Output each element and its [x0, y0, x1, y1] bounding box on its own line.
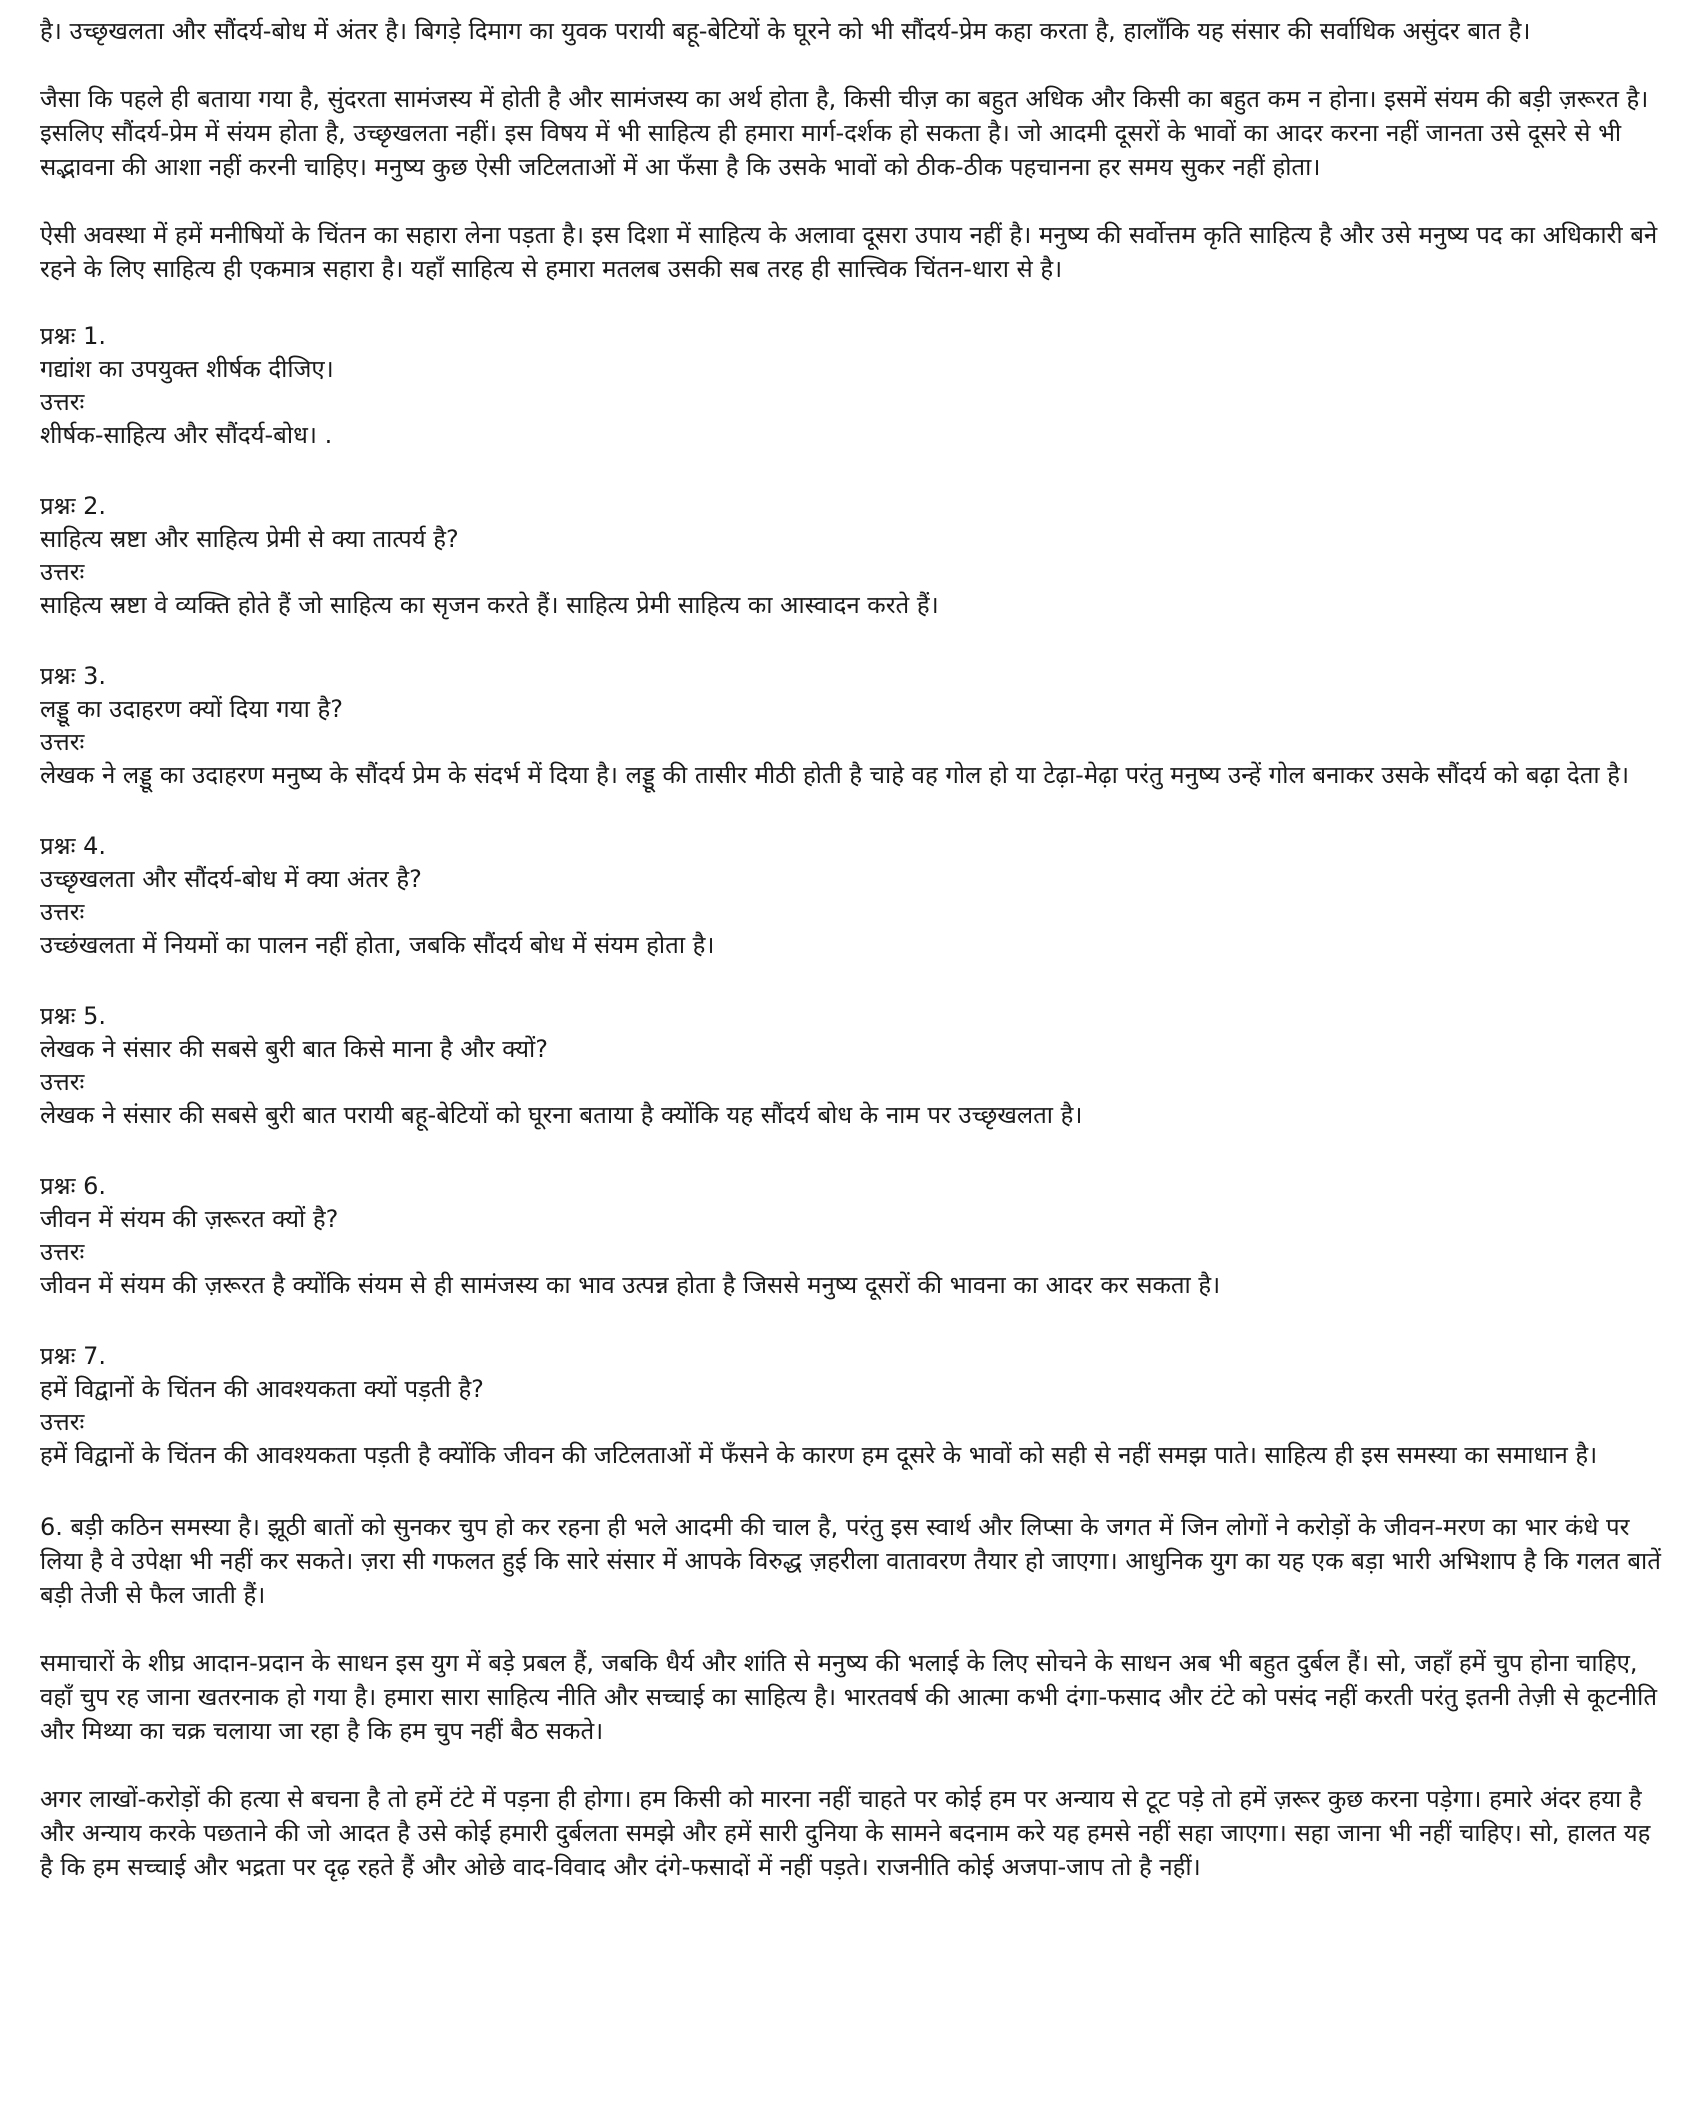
question-label: प्रश्नः 6. — [40, 1172, 106, 1200]
question-block-4 — [40, 830, 1668, 962]
question-block-2 — [40, 490, 1668, 622]
answer-text: शीर्षक-साहित्य और सौंदर्य-बोध। . — [40, 421, 333, 449]
question-text: उच्छृखलता और सौंदर्य-बोध में क्या अंतर है? — [40, 865, 422, 893]
question-label: प्रश्नः 5. — [40, 1002, 106, 1030]
question-text: साहित्य स्रष्टा और साहित्य प्रेमी से क्या तात्पर्य है? — [40, 525, 459, 553]
passage-6-section — [40, 1510, 1668, 1884]
question-label: प्रश्नः 1. — [40, 322, 106, 350]
answer-text: लेखक ने संसार की सबसे बुरी बात परायी बहू-बेटियों को घूरना बताया है क्योंकि यह सौंदर्य बोध के नाम पर उच्छृखलता है। — [40, 1101, 1083, 1129]
intro-paragraph-2: जैसा कि पहले ही बताया गया है, सुंदरता सामंजस्य में होती है और सामंजस्य का अर्थ होता है, किसी चीज़ का बहुत अधिक और किसी का बहुत कम न होना। इसमें संयम की बड़ी ज़रूरत है। इसलिए सौंदर्य-प्रेम में संयम होता है, उच्छृखलता नहीं। इस विषय में भी साहित्य ही हमारा मार्ग-दर्शक हो सकता है। जो आदमी दूसरों के भावों का आदर करना नहीं जानता उसे दूसरे से भी सद्भावना की आशा नहीं करनी चाहिए। मनुष्य कुछ ऐसी जटिलताओं में आ फँसा है कि उसके भावों को ठीक-ठीक पहचानना हर समय सुकर नहीं होता। — [40, 85, 1649, 181]
answer-text: उच्छंखलता में नियमों का पालन नहीं होता, जबकि सौंदर्य बोध में संयम होता है। — [40, 931, 715, 959]
question-text: जीवन में संयम की ज़रूरत क्यों है? — [40, 1205, 339, 1233]
answer-text: हमें विद्वानों के चिंतन की आवश्यकता पड़ती है क्योंकि जीवन की जटिलताओं में फँसने के कारण हम दूसरे के भावों को सही से नहीं समझ पाते। साहित्य ही इस समस्या का समाधान है। — [40, 1441, 1598, 1469]
answer-label: उत्तरः — [40, 558, 85, 586]
question-block-7 — [40, 1340, 1668, 1472]
question-block-1 — [40, 320, 1668, 452]
document-page — [40, 14, 1668, 2094]
questions-section — [40, 320, 1668, 1472]
answer-label: उत्तरः — [40, 1068, 85, 1096]
answer-label: उत्तरः — [40, 728, 85, 756]
answer-text: जीवन में संयम की ज़रूरत है क्योंकि संयम से ही सामंजस्य का भाव उत्पन्न होता है जिससे मनुष्य दूसरों की भावना का आदर कर सकता है। — [40, 1271, 1221, 1299]
answer-label: उत्तरः — [40, 388, 85, 416]
intro-paragraph-3: ऐसी अवस्था में हमें मनीषियों के चिंतन का सहारा लेना पड़ता है। इस दिशा में साहित्य के अलावा दूसरा उपाय नहीं है। मनुष्य की सर्वोत्तम कृति साहित्य है और उसे मनुष्य पद का अधिकारी बने रहने के लिए साहित्य ही एकमात्र सहारा है। यहाँ साहित्य से हमारा मतलब उसकी सब तरह ही सात्त्विक चिंतन-धारा से है। — [40, 221, 1658, 283]
question-text: लेखक ने संसार की सबसे बुरी बात किसे माना है और क्यों? — [40, 1035, 548, 1063]
passage-6-paragraph-1: 6. बड़ी कठिन समस्या है। झूठी बातों को सुनकर चुप हो कर रहना ही भले आदमी की चाल है, परंतु इस स्वार्थ और लिप्सा के जगत में जिन लोगों ने करोड़ों के जीवन-मरण का भार कंधे पर लिया है वे उपेक्षा भी नहीं कर सकते। ज़रा सी गफलत हुई कि सारे संसार में आपके विरुद्ध ज़हरीला वातावरण तैयार हो जाएगा। आधुनिक युग का यह एक बड़ा भारी अभिशाप है कि गलत बातें बड़ी तेजी से फैल जाती हैं। — [40, 1513, 1661, 1609]
question-label: प्रश्नः 4. — [40, 832, 106, 860]
intro-paragraph-1: है। उच्छृखलता और सौंदर्य-बोध में अंतर है। बिगड़े दिमाग का युवक परायी बहू-बेटियों के घूरने को भी सौंदर्य-प्रेम कहा करता है, हालाँकि यह संसार की सर्वाधिक असुंदर बात है। — [40, 17, 1531, 45]
question-text: लड्डू का उदाहरण क्यों दिया गया है? — [40, 695, 343, 723]
answer-label: उत्तरः — [40, 1238, 85, 1266]
question-label: प्रश्नः 2. — [40, 492, 106, 520]
passage-6-paragraph-3: अगर लाखों-करोड़ों की हत्या से बचना है तो हमें टंटे में पड़ना ही होगा। हम किसी को मारना नहीं चाहते पर कोई हम पर अन्याय से टूट पड़े तो हमें ज़रूर कुछ करना पड़ेगा। हमारे अंदर हया है और अन्याय करके पछताने की जो आदत है उसे कोई हमारी दुर्बलता समझे और हमें सारी दुनिया के सामने बदनाम करे यह हमसे नहीं सहा जाएगा। सहा जाना भी नहीं चाहिए। सो, हालत यह है कि हम सच्चाई और भद्रता पर दृढ़ रहते हैं और ओछे वाद-विवाद और दंगे-फसादों में नहीं पड़ते। राजनीति कोई अजपा-जाप तो है नहीं। — [40, 1785, 1651, 1881]
passage-6-paragraph-2: समाचारों के शीघ्र आदान-प्रदान के साधन इस युग में बड़े प्रबल हैं, जबकि धैर्य और शांति से मनुष्य की भलाई के लिए सोचने के साधन अब भी बहुत दुर्बल हैं। सो, जहाँ हमें चुप होना चाहिए, वहाँ चुप रह जाना खतरनाक हो गया है। हमारा सारा साहित्य नीति और सच्चाई का साहित्य है। भारतवर्ष की आत्मा कभी दंगा-फसाद और टंटे को पसंद नहीं करती परंतु इतनी तेज़ी से कूटनीति और मिथ्या का चक्र चलाया जा रहा है कि हम चुप नहीं बैठ सकते। — [40, 1649, 1658, 1745]
intro-section — [40, 14, 1668, 286]
question-block-3 — [40, 660, 1668, 792]
question-block-6 — [40, 1170, 1668, 1302]
answer-text: साहित्य स्रष्टा वे व्यक्ति होते हैं जो साहित्य का सृजन करते हैं। साहित्य प्रेमी साहित्य का आस्वादन करते हैं। — [40, 591, 939, 619]
answer-label: उत्तरः — [40, 898, 85, 926]
question-label: प्रश्नः 7. — [40, 1342, 106, 1370]
answer-label: उत्तरः — [40, 1408, 85, 1436]
question-label: प्रश्नः 3. — [40, 662, 106, 690]
question-text: हमें विद्वानों के चिंतन की आवश्यकता क्यों पड़ती है? — [40, 1375, 484, 1403]
question-text: गद्यांश का उपयुक्त शीर्षक दीजिए। — [40, 355, 334, 383]
answer-text: लेखक ने लड्डू का उदाहरण मनुष्य के सौंदर्य प्रेम के संदर्भ में दिया है। लड्डू की तासीर मीठी होती है चाहे वह गोल हो या टेढ़ा-मेढ़ा परंतु मनुष्य उन्हें गोल बनाकर उसके सौंदर्य को बढ़ा देता है। — [40, 761, 1630, 789]
question-block-5 — [40, 1000, 1668, 1132]
